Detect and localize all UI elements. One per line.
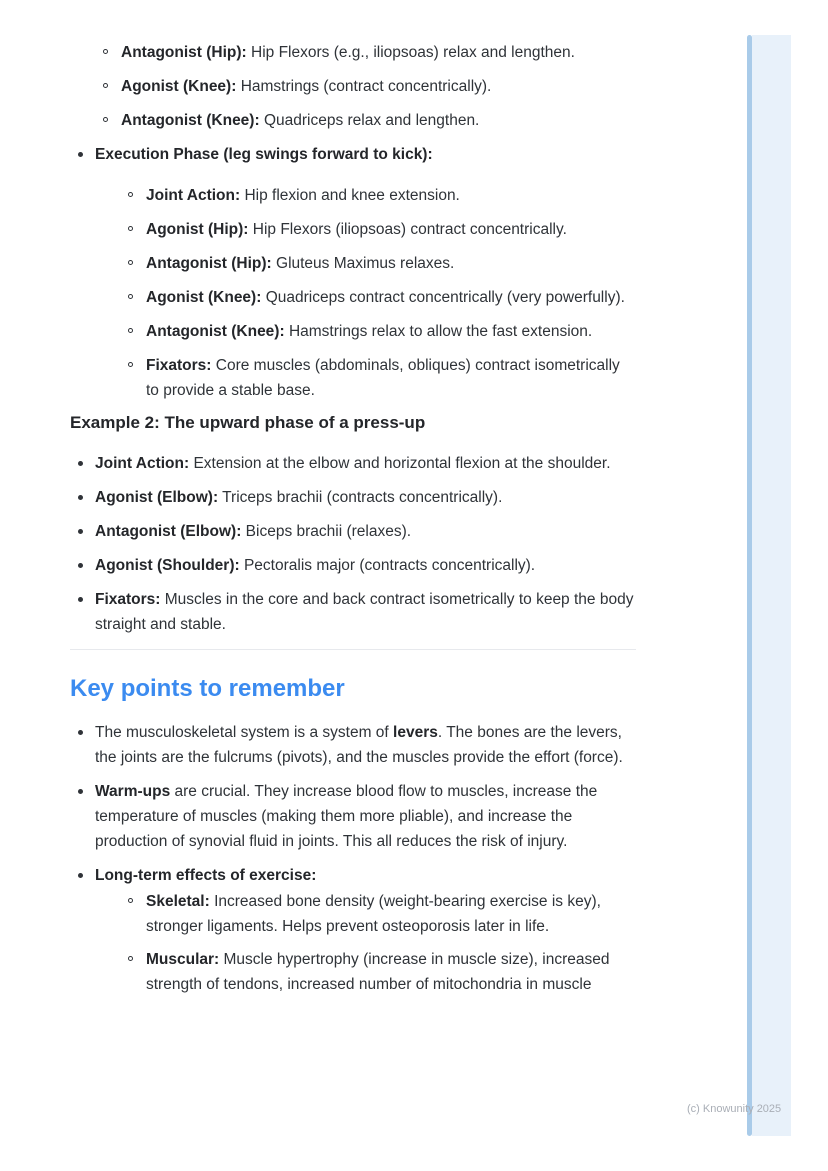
section-divider bbox=[70, 649, 636, 650]
item-text: Triceps brachii (contracts concentrically). bbox=[218, 489, 503, 506]
list-item bbox=[70, 863, 636, 997]
list-item bbox=[70, 720, 636, 770]
item-label: Antagonist (Knee): bbox=[121, 112, 260, 129]
item-text: Quadriceps relax and lengthen. bbox=[259, 112, 480, 129]
watermark: (c) Knowunity 2025 bbox=[687, 1103, 782, 1115]
list-item bbox=[70, 485, 636, 510]
bullet-icon bbox=[78, 529, 83, 534]
circle-bullet-icon bbox=[103, 83, 108, 88]
item-text: Gluteus Maximus relaxes. bbox=[271, 255, 455, 272]
item-text: . The bones are the levers, the joints are the fulcrums (pivots), and the muscles provide the effort (force). bbox=[95, 724, 623, 766]
circle-bullet-icon bbox=[128, 328, 133, 333]
list-item bbox=[70, 779, 636, 854]
list-item bbox=[70, 519, 636, 544]
execution-phase-sub-list bbox=[121, 183, 636, 403]
list-item bbox=[121, 947, 636, 997]
item-label: Antagonist (Elbow): bbox=[95, 523, 242, 540]
list-item bbox=[70, 142, 636, 403]
long-term-effects-sub-list bbox=[121, 889, 636, 997]
page-edge-line bbox=[747, 35, 752, 1136]
item-label: Joint Action: bbox=[95, 455, 190, 472]
list-item bbox=[121, 251, 636, 276]
list-item bbox=[96, 40, 636, 65]
preparation-phase-sub-list bbox=[96, 40, 636, 133]
item-label: Joint Action: bbox=[146, 187, 241, 204]
item-bold-text: Warm-ups bbox=[95, 783, 171, 800]
item-text: Pectoralis major (contracts concentrically). bbox=[239, 557, 536, 574]
list-item bbox=[70, 553, 636, 578]
list-item bbox=[96, 74, 636, 99]
item-text: Hip flexion and knee extension. bbox=[240, 187, 460, 204]
item-text: Core muscles (abdominals, obliques) contract isometrically to provide a stable base. bbox=[146, 357, 620, 399]
item-label: Agonist (Hip): bbox=[146, 221, 249, 238]
item-label: Agonist (Shoulder): bbox=[95, 557, 240, 574]
item-text: are crucial. They increase blood flow to muscles, increase the temperature of muscles (making them more pliable), and increase the production of synovial fluid in joints. This all reduces the risk of injury. bbox=[95, 783, 598, 850]
circle-bullet-icon bbox=[103, 49, 108, 54]
circle-bullet-icon bbox=[128, 226, 133, 231]
circle-bullet-icon bbox=[128, 362, 133, 367]
circle-bullet-icon bbox=[128, 898, 133, 903]
document-body bbox=[70, 40, 636, 1006]
bullet-icon bbox=[78, 495, 83, 500]
circle-bullet-icon bbox=[128, 192, 133, 197]
item-label: Fixators: bbox=[95, 591, 161, 608]
bullet-icon bbox=[78, 789, 83, 794]
circle-bullet-icon bbox=[128, 260, 133, 265]
execution-phase-label: Execution Phase (leg swings forward to kick): bbox=[95, 146, 433, 163]
item-text: Hip Flexors (e.g., iliopsoas) relax and lengthen. bbox=[246, 44, 575, 61]
key-points-heading: Key points to remember bbox=[70, 675, 345, 702]
bullet-icon bbox=[78, 597, 83, 602]
bullet-icon bbox=[78, 563, 83, 568]
item-label: Agonist (Knee): bbox=[146, 289, 262, 306]
item-text: Hamstrings (contract concentrically). bbox=[236, 78, 492, 95]
circle-bullet-icon bbox=[103, 117, 108, 122]
list-item bbox=[121, 183, 636, 208]
bullet-icon bbox=[78, 461, 83, 466]
item-label: Antagonist (Hip): bbox=[121, 44, 247, 61]
key-points-list bbox=[70, 720, 636, 997]
long-term-effects-label: Long-term effects of exercise: bbox=[95, 867, 317, 884]
item-text: Increased bone density (weight-bearing exercise is key), stronger ligaments. Helps prevent osteoporosis later in life. bbox=[146, 893, 601, 935]
bullet-icon bbox=[78, 730, 83, 735]
item-bold-text: levers bbox=[393, 724, 438, 741]
item-label: Skeletal: bbox=[146, 893, 210, 910]
item-label: Agonist (Knee): bbox=[121, 78, 237, 95]
item-label: Antagonist (Knee): bbox=[146, 323, 285, 340]
page-edge-highlight bbox=[752, 35, 791, 1136]
example2-list bbox=[70, 451, 636, 637]
item-text: Extension at the elbow and horizontal flexion at the shoulder. bbox=[189, 455, 611, 472]
item-label: Muscular: bbox=[146, 951, 220, 968]
item-label: Agonist (Elbow): bbox=[95, 489, 219, 506]
circle-bullet-icon bbox=[128, 956, 133, 961]
list-item bbox=[121, 889, 636, 939]
example2-heading: Example 2: The upward phase of a press-up bbox=[70, 413, 426, 432]
list-item bbox=[70, 451, 636, 476]
item-label: Fixators: bbox=[146, 357, 212, 374]
list-item bbox=[121, 285, 636, 310]
list-item bbox=[121, 353, 636, 403]
execution-phase-list bbox=[70, 142, 636, 403]
circle-bullet-icon bbox=[128, 294, 133, 299]
item-text: Hamstrings relax to allow the fast extension. bbox=[284, 323, 593, 340]
item-text: Hip Flexors (iliopsoas) contract concentrically. bbox=[248, 221, 567, 238]
item-text: Muscles in the core and back contract isometrically to keep the body straight and stable. bbox=[95, 591, 634, 633]
bullet-icon bbox=[78, 152, 83, 157]
bullet-icon bbox=[78, 873, 83, 878]
list-item bbox=[121, 217, 636, 242]
item-text: Muscle hypertrophy (increase in muscle size), increased strength of tendons, increased number of mitochondria in muscle bbox=[146, 951, 610, 993]
item-text: Quadriceps contract concentrically (very powerfully). bbox=[261, 289, 625, 306]
item-text: The musculoskeletal system is a system of bbox=[95, 724, 394, 741]
list-item bbox=[121, 319, 636, 344]
list-item bbox=[70, 587, 636, 637]
item-label: Antagonist (Hip): bbox=[146, 255, 272, 272]
item-text: Biceps brachii (relaxes). bbox=[241, 523, 412, 540]
list-item bbox=[96, 108, 636, 133]
